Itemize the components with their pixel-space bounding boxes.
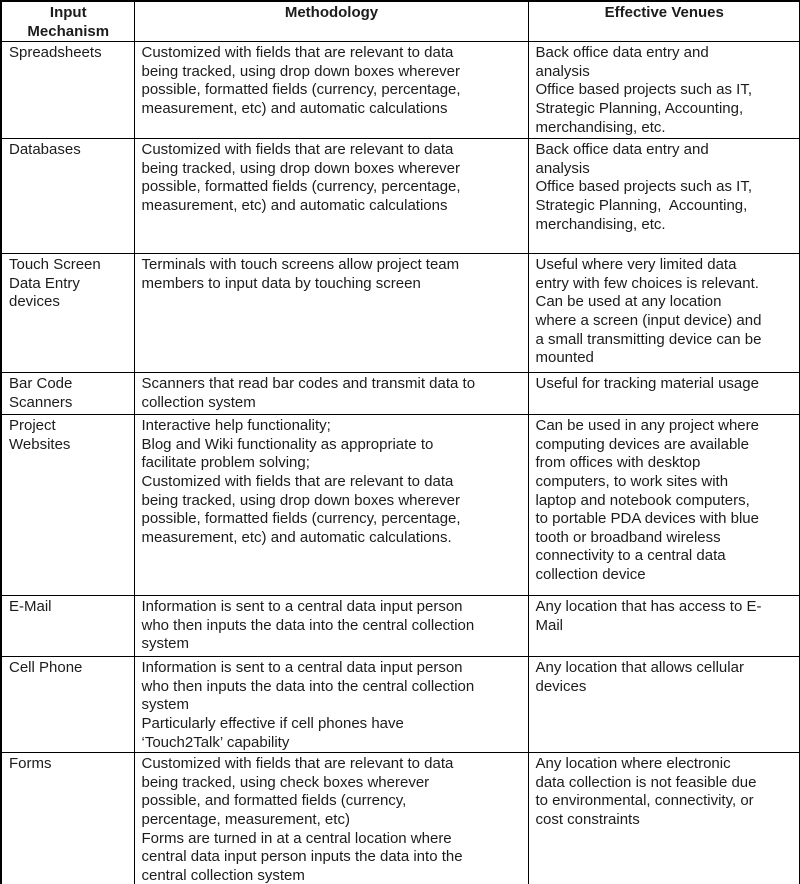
cell-venues <box>528 753 800 884</box>
cell-methodology <box>134 596 528 657</box>
cell-line: Information is sent to a central data input person <box>141 659 463 677</box>
column-header-methodology: Methodology <box>134 1 528 42</box>
cell-line: Forms are turned in at a central location where <box>141 829 452 847</box>
header-row <box>1 1 800 42</box>
cell-line: devices <box>535 677 587 695</box>
cell-line: merchandising, etc. <box>535 118 666 136</box>
cell-line: tooth or broadband wireless <box>535 528 721 546</box>
cell-line: Databases <box>9 141 81 159</box>
cell-line: laptop and notebook computers, <box>535 491 750 509</box>
cell-line: Information is sent to a central data input person <box>141 598 463 616</box>
cell-line: measurement, etc) and automatic calculations <box>141 196 448 214</box>
cell-mechanism <box>1 254 134 373</box>
cell-line: Useful where very limited data <box>535 256 737 274</box>
cell-line: Useful for tracking material usage <box>535 375 759 393</box>
cell-line: Scanners <box>9 393 73 411</box>
cell-line: possible, formatted fields (currency, percentage, <box>141 178 461 196</box>
cell-mechanism <box>1 753 134 884</box>
cell-line: who then inputs the data into the central collection <box>141 616 475 634</box>
cell-line: being tracked, using drop down boxes wherever <box>141 62 461 80</box>
cell-line: computing devices are available <box>535 435 749 453</box>
cell-line: Customized with fields that are relevant to data <box>141 472 454 490</box>
cell-methodology <box>134 657 528 753</box>
cell-line: Strategic Planning, Accounting, <box>535 99 744 117</box>
cell-line: Project <box>9 417 56 435</box>
cell-line: Any location that has access to E- <box>535 598 762 616</box>
cell-line: Can be used at any location <box>535 293 722 311</box>
table-row <box>1 657 800 753</box>
cell-line: percentage, measurement, etc) <box>141 810 350 828</box>
cell-line: Touch Screen <box>9 256 101 274</box>
cell-line: Mail <box>535 616 564 634</box>
cell-line: data collection is not feasible due <box>535 773 757 791</box>
table-row <box>1 373 800 415</box>
cell-line: entry with few choices is relevant. <box>535 274 759 292</box>
cell-mechanism <box>1 42 134 139</box>
table-row <box>1 139 800 254</box>
cell-line: Scanners that read bar codes and transmit data to <box>141 375 476 393</box>
cell-line: Particularly effective if cell phones have <box>141 714 404 732</box>
cell-line: Strategic Planning, Accounting, <box>535 196 748 214</box>
cell-line: a small transmitting device can be <box>535 330 762 348</box>
cell-line: Data Entry <box>9 274 80 292</box>
cell-line: to environmental, connectivity, or <box>535 792 754 810</box>
cell-line: to portable PDA devices with blue <box>535 510 759 528</box>
cell-line: Customized with fields that are relevant to data <box>141 755 454 773</box>
cell-line: collection device <box>535 565 646 583</box>
cell-line: Office based projects such as IT, <box>535 81 752 99</box>
cell-line: computers, to work sites with <box>535 472 729 490</box>
cell-mechanism <box>1 415 134 596</box>
cell-mechanism <box>1 373 134 415</box>
cell-line: Customized with fields that are relevant to data <box>141 44 454 62</box>
cell-line: being tracked, using check boxes wherever <box>141 773 430 791</box>
cell-line: Bar Code <box>9 375 73 393</box>
cell-line: who then inputs the data into the central collection <box>141 677 475 695</box>
cell-line: cost constraints <box>535 810 640 828</box>
cell-line: Back office data entry and <box>535 44 709 62</box>
cell-line: mounted <box>535 349 594 367</box>
cell-line: system <box>141 635 190 653</box>
table-header <box>1 1 800 42</box>
cell-methodology <box>134 42 528 139</box>
cell-line: being tracked, using drop down boxes wherever <box>141 491 461 509</box>
cell-line: devices <box>9 293 60 311</box>
cell-line: Back office data entry and <box>535 141 709 159</box>
cell-line: possible, formatted fields (currency, percentage, <box>141 81 461 99</box>
cell-line: Customized with fields that are relevant to data <box>141 141 454 159</box>
cell-line: Cell Phone <box>9 659 83 677</box>
cell-venues <box>528 254 800 373</box>
cell-line: ‘Touch2Talk’ capability <box>141 733 290 751</box>
cell-methodology <box>134 373 528 415</box>
cell-line: central collection system <box>141 866 305 884</box>
cell-line: Office based projects such as IT, <box>535 178 752 196</box>
cell-line: facilitate problem solving; <box>141 454 310 472</box>
cell-line: Websites <box>9 435 71 453</box>
cell-line: Blog and Wiki functionality as appropriate to <box>141 435 434 453</box>
cell-methodology <box>134 415 528 596</box>
cell-line: Can be used in any project where <box>535 417 759 435</box>
cell-line: Spreadsheets <box>9 44 102 62</box>
cell-line: system <box>141 696 190 714</box>
cell-line: measurement, etc) and automatic calculations. <box>141 528 452 546</box>
table-row <box>1 415 800 596</box>
table-row <box>1 42 800 139</box>
cell-venues <box>528 139 800 254</box>
cell-methodology <box>134 139 528 254</box>
cell-line: being tracked, using drop down boxes wherever <box>141 159 461 177</box>
cell-mechanism <box>1 657 134 753</box>
column-header-input-mechanism: Input Mechanism <box>1 1 134 42</box>
table-body <box>1 42 800 884</box>
cell-venues <box>528 596 800 657</box>
cell-line: E-Mail <box>9 598 52 616</box>
cell-mechanism <box>1 139 134 254</box>
cell-line: collection system <box>141 393 256 411</box>
cell-line: central data input person inputs the data into the <box>141 848 463 866</box>
cell-line: possible, and formatted fields (currency, <box>141 792 407 810</box>
cell-line: analysis <box>535 62 590 80</box>
table-row <box>1 596 800 657</box>
cell-line: measurement, etc) and automatic calculations <box>141 99 448 117</box>
cell-methodology <box>134 753 528 884</box>
cell-line: possible, formatted fields (currency, percentage, <box>141 510 461 528</box>
cell-line: analysis <box>535 159 590 177</box>
column-header-effective-venues: Effective Venues <box>528 1 800 42</box>
cell-venues <box>528 373 800 415</box>
cell-line: where a screen (input device) and <box>535 311 762 329</box>
cell-line: Any location that allows cellular <box>535 659 744 677</box>
cell-methodology <box>134 254 528 373</box>
cell-line: Interactive help functionality; <box>141 417 331 435</box>
cell-line: from offices with desktop <box>535 454 701 472</box>
cell-line: Forms <box>9 755 52 773</box>
cell-line: merchandising, etc. <box>535 215 666 233</box>
cell-venues <box>528 42 800 139</box>
cell-line: connectivity to a central data <box>535 547 726 565</box>
cell-line: Any location where electronic <box>535 755 731 773</box>
table-row <box>1 753 800 884</box>
cell-mechanism <box>1 596 134 657</box>
cell-line: members to input data by touching screen <box>141 274 421 292</box>
cell-venues <box>528 415 800 596</box>
cell-venues <box>528 657 800 753</box>
table-row <box>1 254 800 373</box>
cell-line: Terminals with touch screens allow project team <box>141 256 460 274</box>
